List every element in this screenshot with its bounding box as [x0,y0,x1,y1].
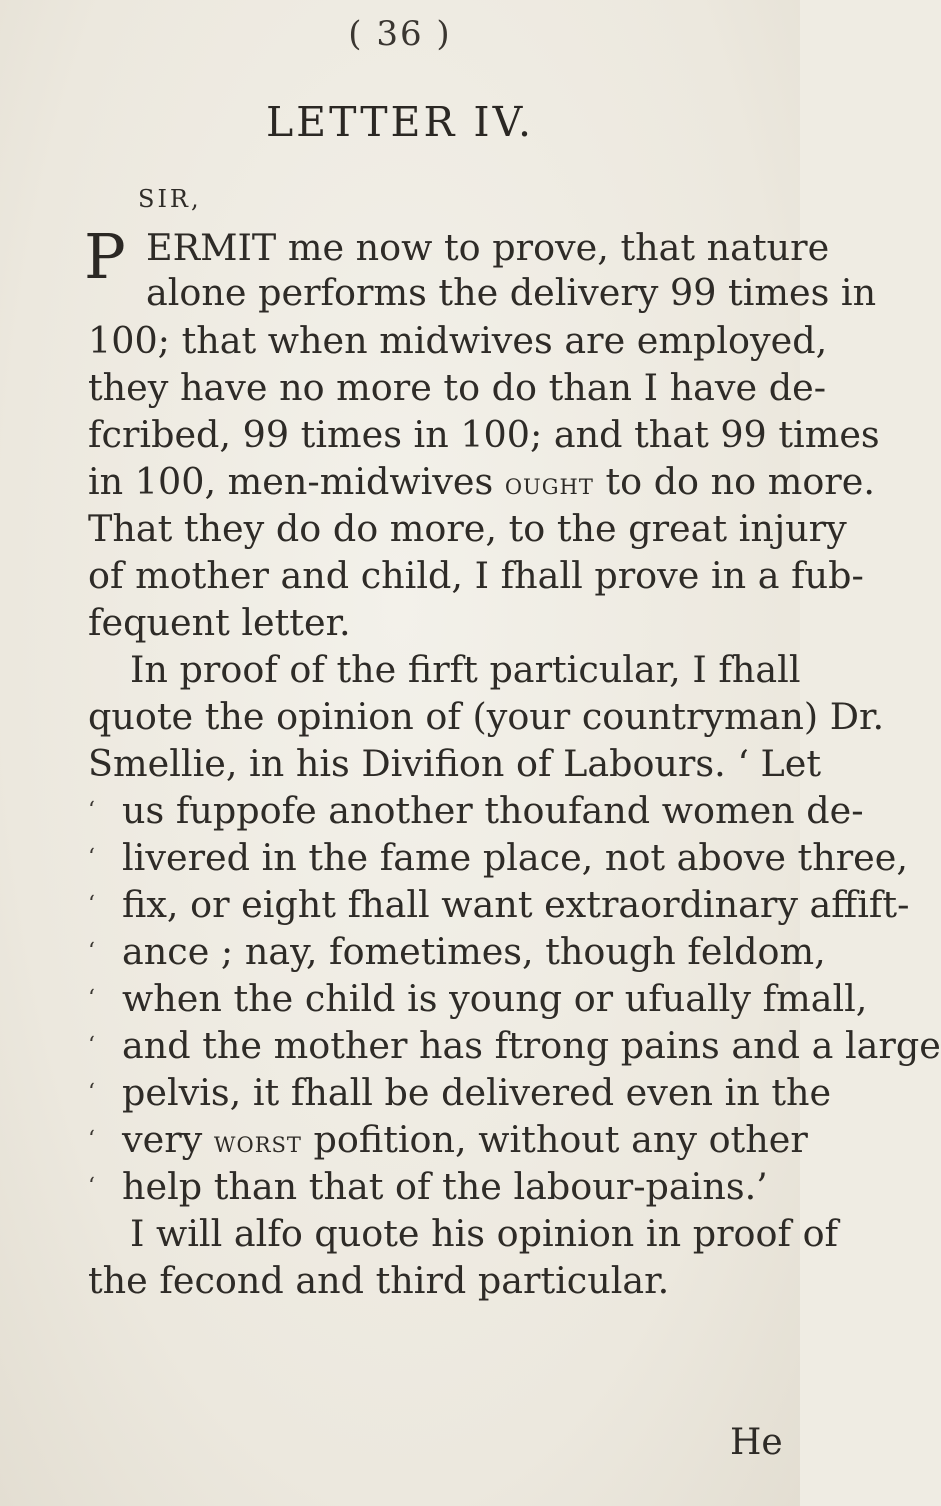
line-text: Smellie, in his Divifion of Labours. ‘ Let [88,742,822,785]
text-line [88,930,826,974]
line-text: quote the opinion of (your countryman) Dr. [88,695,885,738]
text-line [88,977,868,1021]
line-text: and the mother has ftrong pains and a large [122,1024,941,1067]
text-line [88,507,847,551]
line-text: very [122,1118,214,1161]
line-text: pelvis, it fhall be delivered even in the [122,1071,832,1114]
line-text: In proof of the firft particular, I fhall [130,648,801,691]
line-text: they have no more to do than I have de- [88,366,827,409]
line-text: That they do do more, to the great injury [88,507,847,550]
text-line [88,1259,794,1303]
line-text: ance ; nay, fometimes, though feldom, [122,930,826,973]
line-text: help than that of the labour-pains.’ [122,1165,768,1208]
text-line [88,836,908,880]
text-line [88,601,794,645]
text-line [130,648,836,692]
salutation: SIR, [138,185,202,213]
line-text: when the child is young or ufually fmall, [122,977,868,1020]
text-line [146,271,877,315]
page-number: ( 36 ) [348,14,452,54]
text-line [88,883,910,927]
text-line [88,319,828,363]
line-text: alone performs the delivery 99 times in [146,271,877,314]
quote-mark: ‘ [88,1033,95,1058]
quote-mark: ‘ [88,845,95,870]
line-text: to do no more. [593,460,875,503]
line-text: livered in the fame place, not above three, [122,836,908,879]
text-line [88,1071,832,1115]
quote-mark: ‘ [88,1127,95,1152]
text-line [130,1212,839,1256]
letter-title: LETTER IV. [265,98,535,146]
text-line [88,1118,808,1165]
quote-mark: ‘ [88,1080,95,1105]
small-caps-word: ought [504,467,594,502]
line-text: fequent letter. [88,601,351,644]
small-caps-word: worst [213,1125,302,1160]
quote-mark: ‘ [88,1174,95,1199]
line-text: us fuppofe another thoufand women de- [122,789,864,832]
text-line [88,789,864,833]
quote-mark: ‘ [88,798,95,823]
quote-mark: ‘ [88,986,95,1011]
text-line [88,554,864,598]
line-text: fix, or eight fhall want extraordinary affift- [122,883,910,926]
line-text: of mother and child, I fhall prove in a fub- [88,554,864,597]
quote-mark: ‘ [88,939,95,964]
line-text: pofition, without any other [301,1118,808,1161]
text-line [88,1024,941,1068]
catchword: He [730,1422,783,1463]
text-line [88,1165,794,1209]
text-line [146,226,852,270]
line-text: fcribed, 99 times in 100; and that 99 times [88,413,880,456]
line-text: ERMIT me now to prove, that nature [146,226,830,269]
line-text: in 100, men-midwives [88,460,505,503]
text-line [88,695,885,739]
text-line [88,413,880,457]
text-line [88,742,822,786]
line-text: I will alfo quote his opinion in proof of [130,1212,839,1255]
text-line [88,460,875,507]
text-line [88,366,827,410]
drop-cap: P [84,220,126,293]
line-text: the fecond and third particular. [88,1259,670,1302]
quote-mark: ‘ [88,892,95,917]
line-text: 100; that when midwives are employed, [88,319,828,362]
